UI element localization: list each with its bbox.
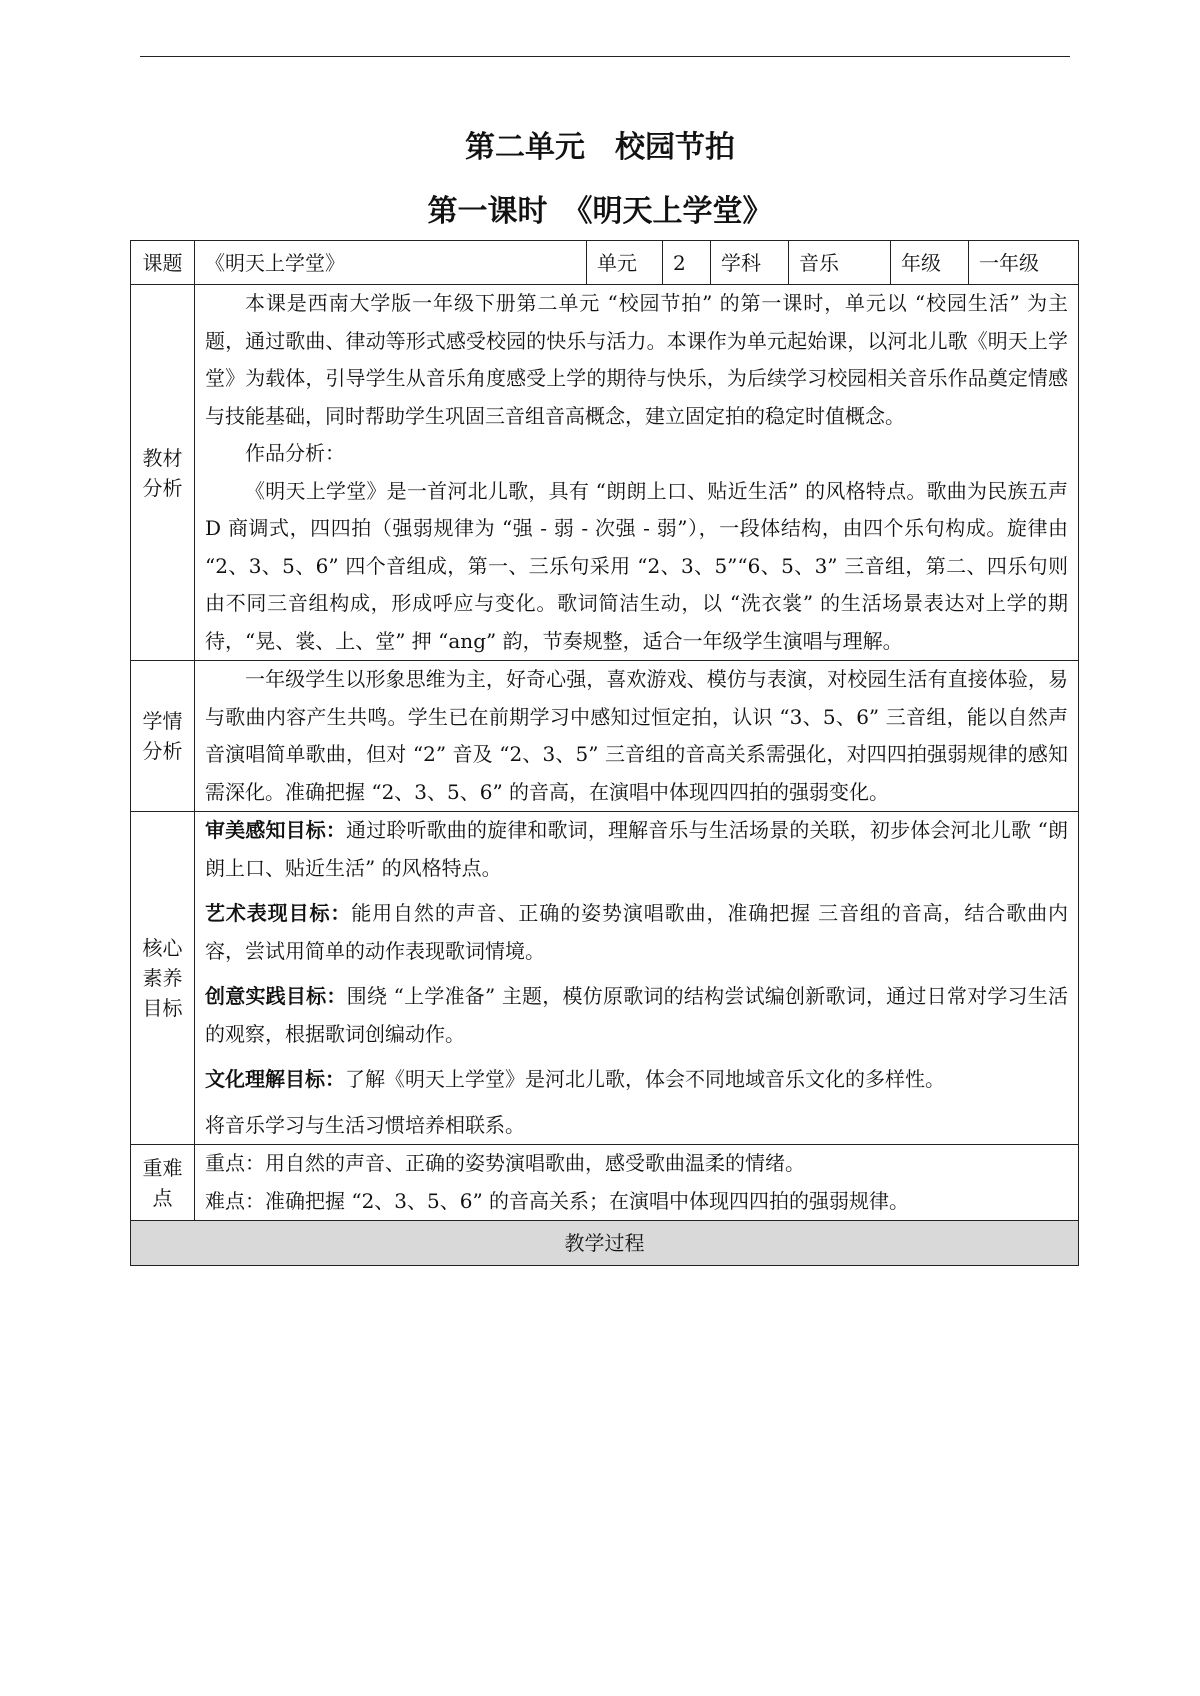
material-analysis-content xyxy=(195,285,1079,661)
material-label-line2: 分析 xyxy=(142,475,183,500)
goal-artistic-text: 能用自然的声音、正确的姿势演唱歌曲，准确把握 三音组的音高，结合歌曲内容，尝试用简单的动作表现歌词情境。 xyxy=(205,901,1069,963)
keypoints-label-line2: 点 xyxy=(152,1185,173,1210)
core-goals-content xyxy=(195,812,1079,1145)
keypoints-label-line1: 重难 xyxy=(142,1155,183,1180)
goals-label-line3: 目标 xyxy=(142,996,183,1020)
subject-label: 学科 xyxy=(711,241,789,285)
course-label: 课题 xyxy=(131,241,195,285)
goal-artistic xyxy=(205,895,1068,970)
goal-cultural xyxy=(205,1061,1068,1099)
lesson-plan-table xyxy=(130,240,1079,1266)
goal-habit: 将音乐学习与生活习惯培养相联系。 xyxy=(205,1112,525,1137)
key-point: 重点：用自然的声音、正确的姿势演唱歌曲，感受歌曲温柔的情绪。 xyxy=(205,1151,805,1175)
key-points-label xyxy=(131,1145,195,1221)
core-goals-row xyxy=(131,812,1079,1145)
material-analysis-label xyxy=(131,285,195,661)
learner-label-line2: 分析 xyxy=(142,739,183,763)
grade-value: 一年级 xyxy=(969,241,1079,285)
info-row xyxy=(131,241,1079,285)
goal-aesthetic-title: 审美感知目标： xyxy=(205,818,347,842)
unit-label: 单元 xyxy=(587,241,663,285)
goal-artistic-title: 艺术表现目标： xyxy=(205,901,352,925)
learner-analysis-label xyxy=(131,661,195,812)
course-value: 《明天上学堂》 xyxy=(195,241,587,285)
goal-creative xyxy=(205,978,1068,1053)
unit-value: 2 xyxy=(663,241,711,285)
learner-analysis-content xyxy=(195,661,1079,812)
grade-label: 年级 xyxy=(891,241,969,285)
learner-analysis-row xyxy=(131,661,1079,812)
core-goals-label xyxy=(131,812,195,1145)
key-points-content xyxy=(195,1145,1079,1221)
header-rule xyxy=(140,56,1070,57)
unit-title: 第二单元 校园节拍 xyxy=(465,130,735,165)
key-points-row xyxy=(131,1145,1079,1221)
learner-label-line1: 学情 xyxy=(142,709,183,733)
material-paragraph-1: 本课是西南大学版一年级下册第二单元 “校园节拍” 的第一课时，单元以 “校园生活” 为主题，通过歌曲、律动等形式感受校园的快乐与活力。本课作为单元起始课，以河北儿歌《明天上学堂》为载体，引导学生从音乐角度感受上学的期待与快乐，为后续学习校园相关音乐作品奠定情感与技能基础，同时帮助学生巩固三音组音高概念，建立固定拍的稳定时值概念。 xyxy=(205,291,1068,428)
goal-aesthetic xyxy=(205,812,1068,887)
difficult-point: 难点：准确把握 “2、3、5、6” 的音高关系；在演唱中体现四四拍的强弱规律。 xyxy=(205,1188,910,1213)
lesson-title: 第一课时 《明天上学堂》 xyxy=(427,194,773,229)
subject-value: 音乐 xyxy=(789,241,891,285)
goal-creative-text: 围绕 “上学准备” 主题，模仿原歌词的结构尝试编创新歌词，通过日常对学习生活的观察，根据歌词创编动作。 xyxy=(205,984,1069,1046)
goals-label-line2: 素养 xyxy=(142,966,183,990)
goal-aesthetic-text: 通过聆听歌曲的旋律和歌词，理解音乐与生活场景的关联，初步体会河北儿歌 “朗朗上口、贴近生活” 的风格特点。 xyxy=(205,818,1068,880)
material-paragraph-3: 《明天上学堂》是一首河北儿歌，具有 “朗朗上口、贴近生活” 的风格特点。歌曲为民族五声 D 商调式，四四拍（强弱规律为 “强 - 弱 - 次强 - 弱”），一段体结构，由四个乐句构成。旋律由 “2、3、5、6” 四个音组成，第一、三乐句采用 “2、3、5”“6、5、3” 三音组，第二、四乐句则由不同三音组构成，形成呼应与变化。歌词简洁生动，以 “洗衣裳” 的生活场景表达对上学的期待，“晃、裳、上、堂” 押 “ang” 韵，节奏规整，适合一年级学生演唱与理解。 xyxy=(205,478,1068,653)
process-row xyxy=(131,1221,1079,1266)
teaching-process-header: 教学过程 xyxy=(131,1221,1079,1266)
goal-cultural-text: 了解《明天上学堂》是河北儿歌，体会不同地域音乐文化的多样性。 xyxy=(345,1067,945,1091)
material-analysis-row xyxy=(131,285,1079,661)
material-paragraph-2: 作品分析： xyxy=(245,441,345,465)
goal-creative-title: 创意实践目标： xyxy=(205,984,347,1008)
goals-label-line1: 核心 xyxy=(142,936,183,960)
learner-paragraph: 一年级学生以形象思维为主，好奇心强，喜欢游戏、模仿与表演，对校园生活有直接体验，易与歌曲内容产生共鸣。学生已在前期学习中感知过恒定拍，认识 “3、5、6” 三音组，能以自然声音演唱简单歌曲，但对 “2” 音及 “2、3、5” 三音组的音高关系需强化，对四四拍强弱规律的感知需深化。准确把握 “2、3、5、6” 的音高，在演唱中体现四四拍的强弱变化。 xyxy=(205,667,1068,804)
material-label-line1: 教材 xyxy=(142,445,183,470)
goal-cultural-title: 文化理解目标： xyxy=(205,1067,345,1091)
